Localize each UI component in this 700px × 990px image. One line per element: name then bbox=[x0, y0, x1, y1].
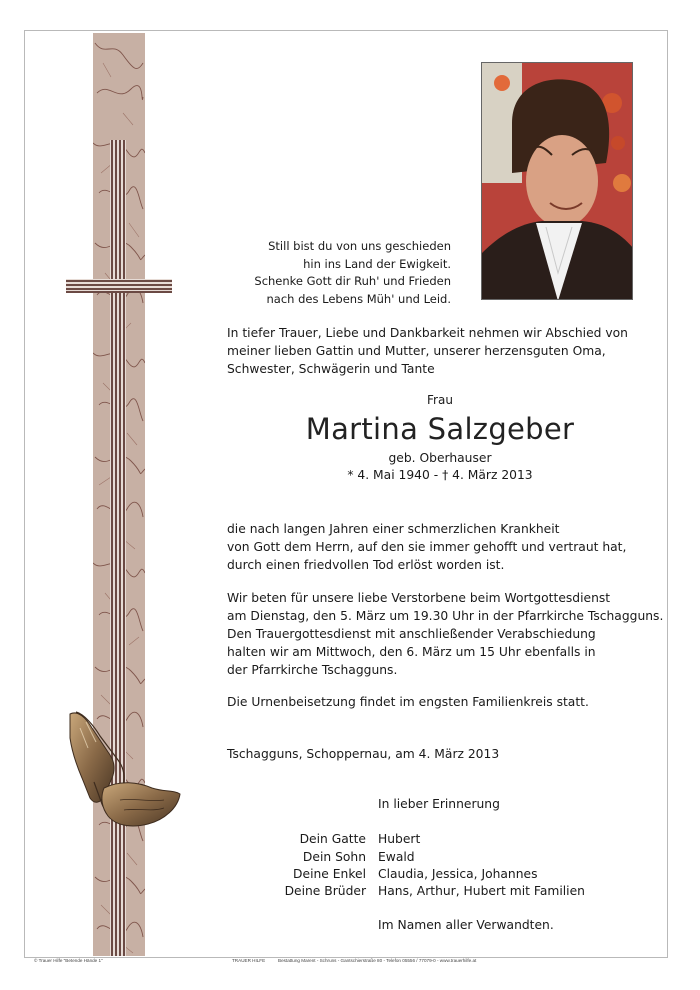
illness-paragraph bbox=[227, 520, 626, 574]
relatives-line: Im Namen aller Verwandten. bbox=[378, 918, 554, 932]
life-dates: * 4. Mai 1940 - † 4. März 2013 bbox=[347, 468, 533, 482]
family-role: Dein Gatte bbox=[299, 832, 366, 846]
illness-line: durch einen friedvollen Tod erlöst worden ist. bbox=[227, 558, 505, 572]
verse-line: hin ins Land der Ewigkeit. bbox=[303, 256, 451, 271]
footer-copyright: © Trauer Hilfe "Betende Hände 1" bbox=[34, 958, 103, 963]
illness-line: die nach langen Jahren einer schmerzlichen Krankheit bbox=[227, 522, 560, 536]
intro-line: In tiefer Trauer, Liebe und Dankbarkeit nehmen wir Abschied von bbox=[227, 326, 628, 340]
place-date: Tschagguns, Schoppernau, am 4. März 2013 bbox=[227, 747, 500, 761]
family-names: Hubert bbox=[378, 832, 421, 846]
footer-brand: TRAUER HILFE bbox=[232, 958, 266, 963]
salutation: Frau bbox=[427, 393, 453, 407]
service-line: Wir beten für unsere liebe Verstorbene beim Wortgottesdienst bbox=[227, 591, 611, 605]
poem-verse bbox=[200, 238, 451, 308]
service-line: der Pfarrkirche Tschagguns. bbox=[227, 663, 398, 677]
cross-horizontal bbox=[66, 279, 172, 293]
service-line: Den Trauergottesdienst mit anschließender Verabschiedung bbox=[227, 627, 596, 641]
family-role: Deine Enkel bbox=[293, 867, 366, 881]
family-names: Claudia, Jessica, Johannes bbox=[378, 867, 538, 881]
service-line: am Dienstag, den 5. März um 19.30 Uhr in der Pfarrkirche Tschagguns. bbox=[227, 609, 664, 623]
verse-line: Still bist du von uns geschieden bbox=[268, 239, 451, 253]
closing-line: In lieber Erinnerung bbox=[378, 797, 500, 811]
burial-note: Die Urnenbeisetzung findet im engsten Familienkreis statt. bbox=[227, 695, 589, 709]
family-role: Deine Brüder bbox=[284, 884, 366, 898]
praying-hands-icon bbox=[64, 708, 182, 832]
verse-line: nach des Lebens Müh' und Leid. bbox=[266, 291, 451, 306]
maiden-name: geb. Oberhauser bbox=[388, 451, 492, 465]
family-role: Dein Sohn bbox=[302, 850, 366, 864]
deceased-name: Martina Salzgeber bbox=[305, 412, 575, 446]
cross-vertical bbox=[110, 140, 126, 956]
intro-paragraph bbox=[227, 324, 628, 378]
intro-line: meiner lieben Gattin und Mutter, unserer herzensguten Oma, bbox=[227, 344, 606, 358]
portrait-photo bbox=[481, 62, 633, 300]
family-names: Hans, Arthur, Hubert mit Familien bbox=[378, 884, 585, 898]
footer-contact: Bestattung Marent - Schruns - Gantschierstraße 80 - Telefon 05556 / 77079-0 - www.trauerhilfe.at bbox=[278, 958, 477, 963]
family-names: Ewald bbox=[378, 850, 415, 864]
illness-line: von Gott dem Herrn, auf den sie immer gehofft und vertraut hat, bbox=[227, 540, 627, 554]
service-paragraph bbox=[227, 589, 663, 679]
verse-line: Schenke Gott dir Ruh' und Frieden bbox=[254, 274, 451, 288]
service-line: halten wir am Mittwoch, den 6. März um 15 Uhr ebenfalls in bbox=[227, 645, 596, 659]
intro-line: Schwester, Schwägerin und Tante bbox=[227, 362, 435, 376]
